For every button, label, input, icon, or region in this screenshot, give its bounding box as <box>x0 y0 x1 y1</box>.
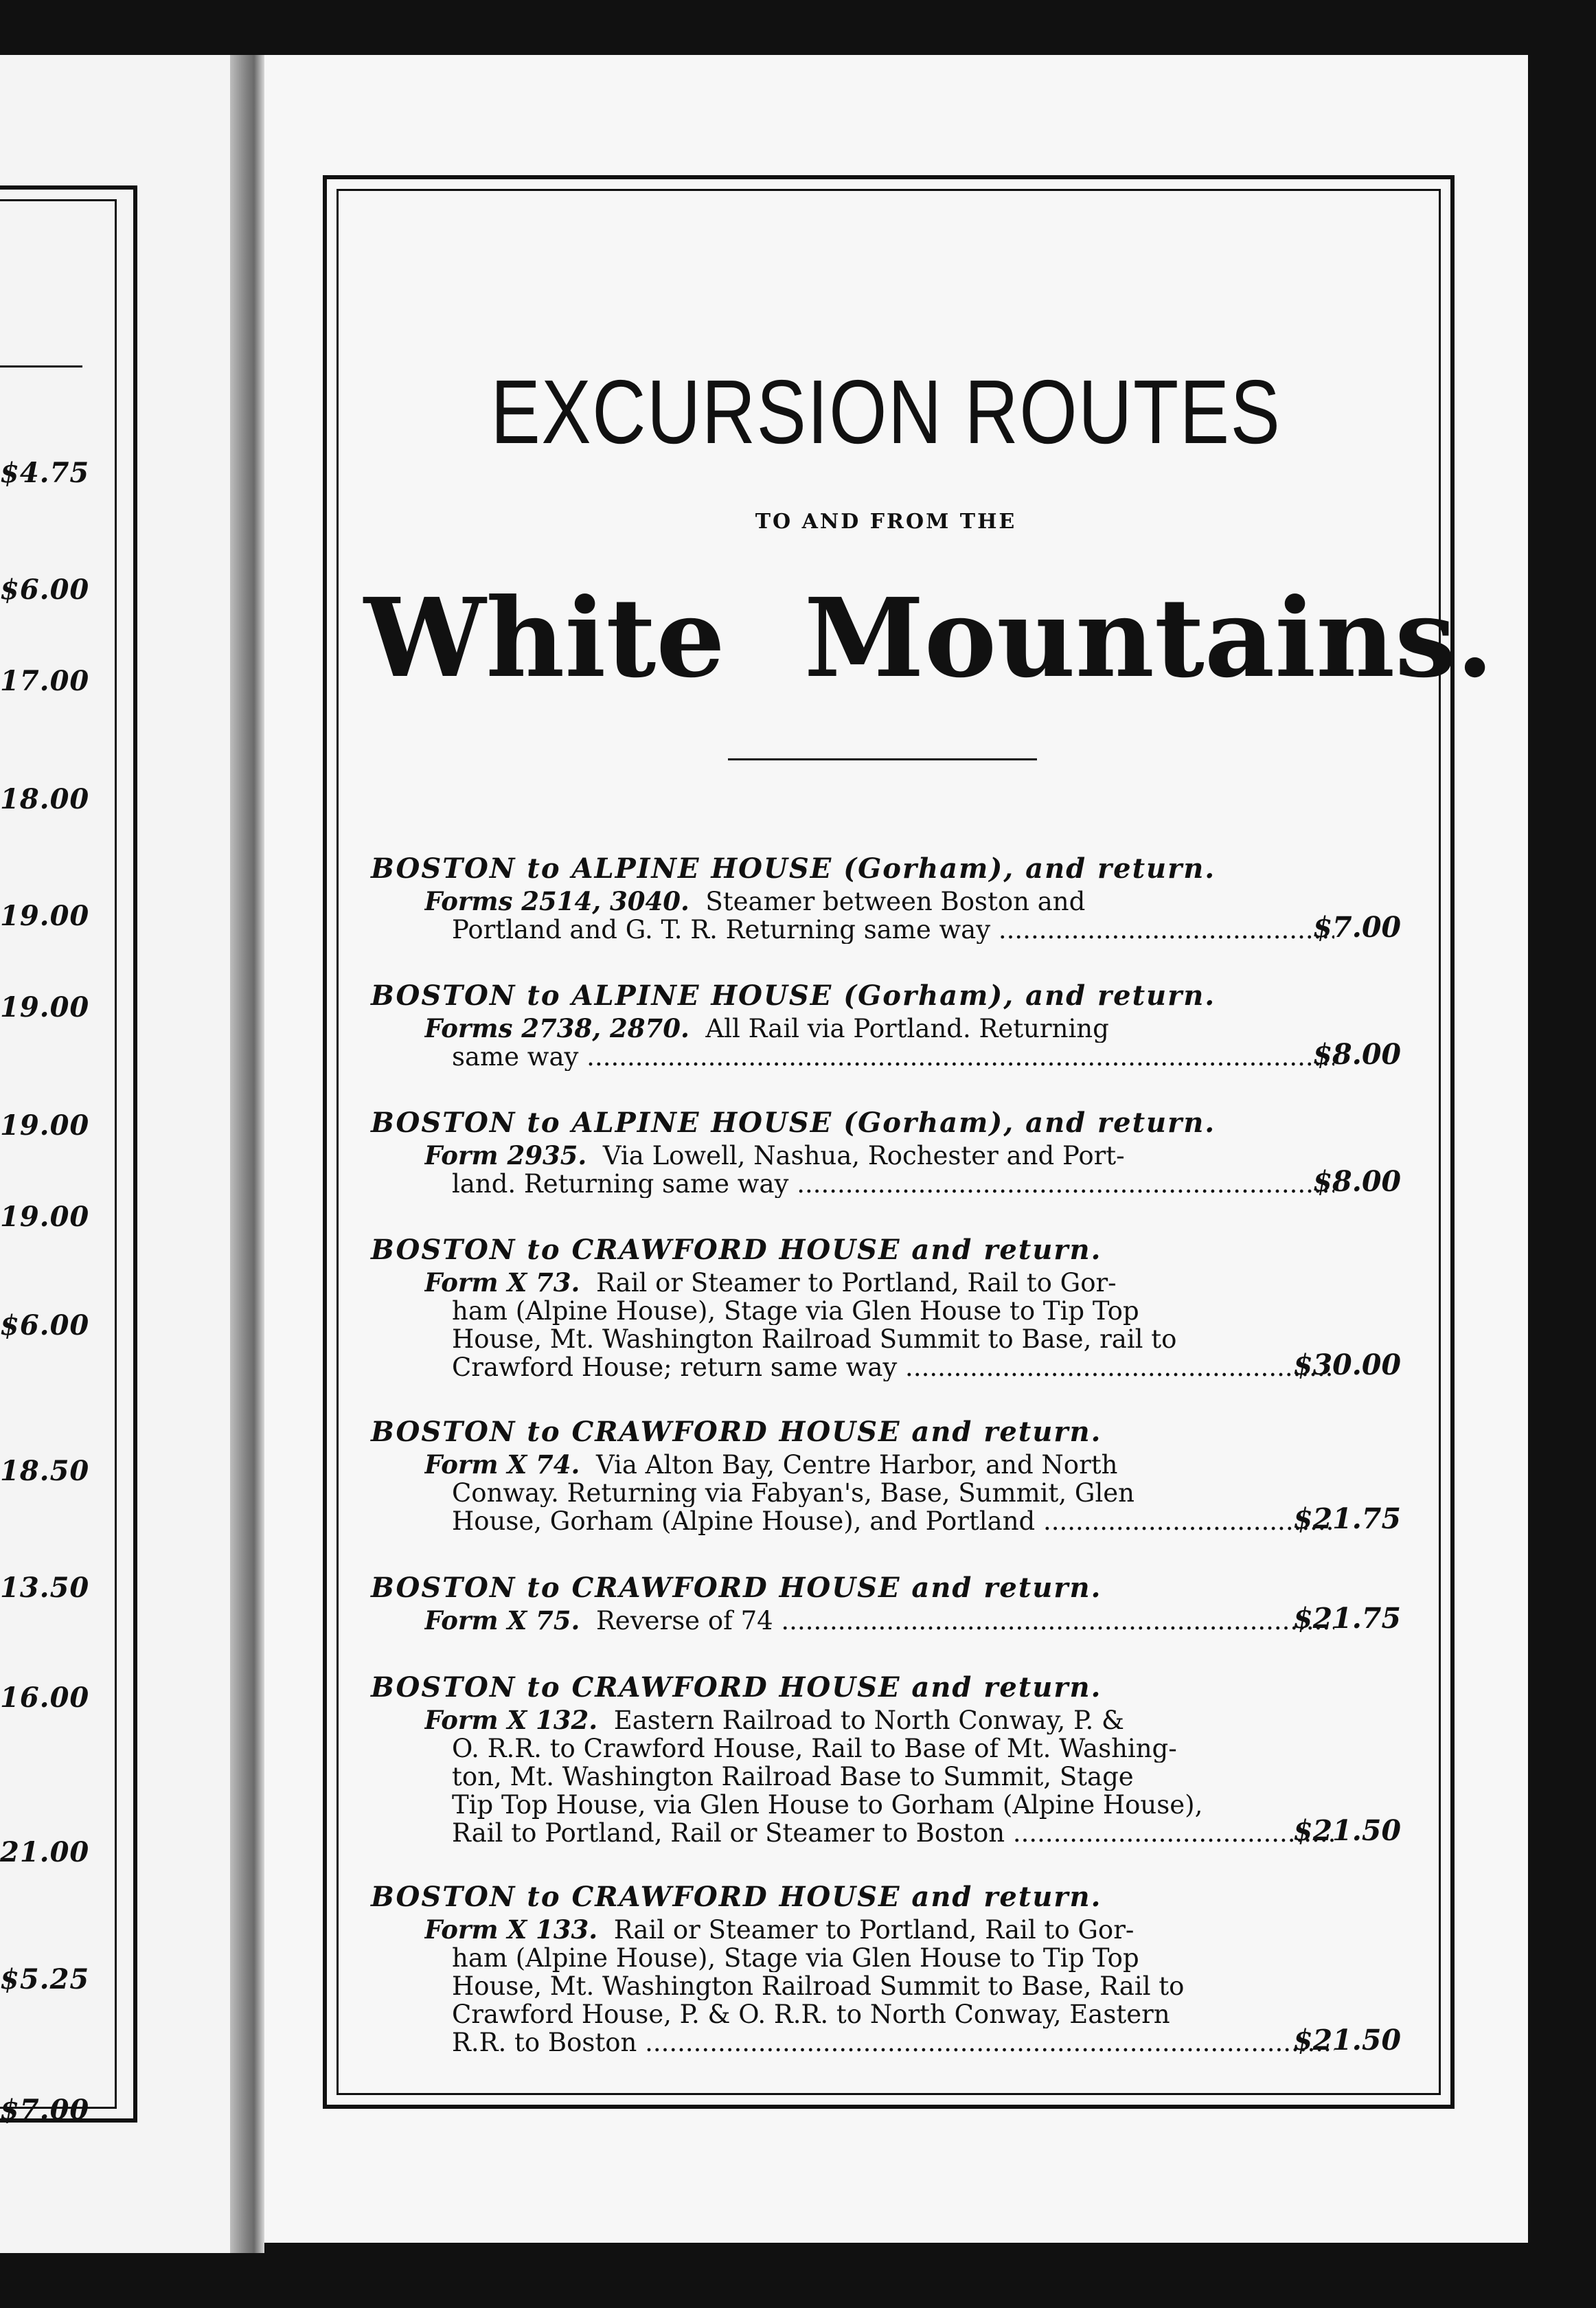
route-title: BOSTON to CRAWFORD HOUSE and return. <box>371 1671 1102 1704</box>
route-price: $7.00 <box>1312 911 1401 944</box>
route-price: $21.50 <box>1293 1814 1401 1847</box>
route-description <box>424 1451 1334 1535</box>
book-gutter <box>230 55 264 2253</box>
route-title: BOSTON to ALPINE HOUSE (Gorham), and return. <box>371 980 1216 1012</box>
route-line: O. R.R. to Crawford House, Rail to Base of Mt. Washing- <box>452 1734 1177 1763</box>
left-price: 19.00 <box>0 1109 90 1142</box>
route-price: $21.75 <box>1293 1502 1401 1535</box>
page-title: EXCURSION ROUTES <box>490 361 1281 462</box>
left-price: 21.00 <box>0 1836 90 1868</box>
route-line: Rail to Portland, Rail or Steamer to Boston ..... <box>452 1819 1334 1847</box>
left-price: 18.50 <box>0 1455 90 1487</box>
route-description <box>424 1706 1334 1847</box>
route-entry <box>371 977 1401 1071</box>
left-price: 16.00 <box>0 1682 90 1714</box>
route-title: BOSTON to ALPINE HOUSE (Gorham), and return. <box>371 852 1216 885</box>
page-subtitle: TO AND FROM THE <box>755 510 1017 534</box>
left-page-rule <box>0 365 82 367</box>
route-line: land. Returning same way ..... <box>452 1170 1334 1198</box>
route-line: Crawford House, P. & O. R.R. to North Conway, Eastern <box>452 2000 1170 2028</box>
route-form: Form X 73. <box>424 1269 580 1297</box>
left-price: $5.25 <box>0 1963 90 1995</box>
route-description <box>424 1142 1334 1198</box>
route-entry <box>371 1570 1401 1635</box>
route-description <box>424 1607 1334 1635</box>
route-line: Steamer between Boston and <box>705 887 1086 916</box>
route-price: $21.75 <box>1293 1602 1401 1635</box>
route-line: Eastern Railroad to North Conway, P. & <box>613 1706 1124 1734</box>
left-price: $6.00 <box>0 574 90 606</box>
left-price: 13.50 <box>0 1572 90 1604</box>
route-line: ham (Alpine House), Stage via Glen House to Tip Top <box>452 1297 1139 1325</box>
route-price: $8.00 <box>1312 1038 1401 1071</box>
left-price: $7.00 <box>0 2094 90 2126</box>
route-description <box>424 1269 1334 1381</box>
route-entry <box>371 1879 1401 2057</box>
left-price: $6.00 <box>0 1309 90 1342</box>
route-form: Form X 75. <box>424 1607 580 1635</box>
route-line: Rail or Steamer to Portland, Rail to Gor- <box>613 1916 1135 1944</box>
route-line: Rail or Steamer to Portland, Rail to Gor- <box>595 1269 1117 1297</box>
route-entry <box>371 1232 1401 1381</box>
left-price: 19.00 <box>0 991 90 1023</box>
route-line: House, Mt. Washington Railroad Summit to Base, rail to <box>452 1325 1177 1353</box>
route-price: $21.50 <box>1293 2024 1401 2057</box>
route-title: BOSTON to CRAWFORD HOUSE and return. <box>371 1881 1102 1913</box>
route-entry <box>371 1105 1401 1198</box>
route-form: Forms 2738, 2870. <box>424 1015 689 1043</box>
route-form: Form X 133. <box>424 1916 598 1944</box>
left-page <box>0 55 237 2253</box>
left-price: 19.00 <box>0 1201 90 1233</box>
route-price: $8.00 <box>1312 1165 1401 1198</box>
page-heading: White Mountains. <box>364 575 1494 702</box>
route-entry <box>371 1669 1401 1847</box>
left-price: 17.00 <box>0 665 90 697</box>
route-price: $30.00 <box>1293 1348 1401 1381</box>
route-line: Tip Top House, via Glen House to Gorham (Alpine House), <box>452 1791 1203 1819</box>
route-description <box>424 1015 1334 1071</box>
route-line: Portland and G. T. R. Returning same way ..... <box>452 916 1334 944</box>
route-form: Form X 132. <box>424 1706 598 1734</box>
route-line: House, Gorham (Alpine House), and Portland ..... <box>452 1507 1334 1535</box>
route-title: BOSTON to CRAWFORD HOUSE and return. <box>371 1572 1102 1604</box>
left-price: 18.00 <box>0 783 90 815</box>
route-title: BOSTON to CRAWFORD HOUSE and return. <box>371 1234 1102 1266</box>
route-form: Form 2935. <box>424 1142 587 1170</box>
route-description <box>424 887 1334 944</box>
route-form: Form X 74. <box>424 1451 580 1479</box>
route-line: Crawford House; return same way ..... <box>452 1353 1334 1381</box>
route-line: Conway. Returning via Fabyan's, Base, Summit, Glen <box>452 1479 1135 1507</box>
route-entry <box>371 1414 1401 1535</box>
route-form: Forms 2514, 3040. <box>424 887 689 916</box>
route-line: Via Lowell, Nashua, Rochester and Port- <box>602 1142 1125 1170</box>
route-entry <box>371 850 1401 944</box>
route-line: All Rail via Portland. Returning <box>705 1015 1109 1043</box>
route-line: same way ..... <box>452 1043 1334 1071</box>
divider-rule <box>728 758 1037 760</box>
route-line: R.R. to Boston ..... <box>452 2028 1334 2057</box>
route-line: House, Mt. Washington Railroad Summit to Base, Rail to <box>452 1972 1185 2000</box>
route-title: BOSTON to ALPINE HOUSE (Gorham), and return. <box>371 1107 1216 1139</box>
route-title: BOSTON to CRAWFORD HOUSE and return. <box>371 1416 1102 1448</box>
route-description <box>424 1916 1334 2057</box>
left-price: 19.00 <box>0 900 90 932</box>
route-line: ham (Alpine House), Stage via Glen House to Tip Top <box>452 1944 1139 1972</box>
route-line: ton, Mt. Washington Railroad Base to Summit, Stage <box>452 1763 1134 1791</box>
route-line: Reverse of 74 ..... <box>596 1607 1334 1635</box>
left-price: $4.75 <box>0 457 90 489</box>
route-line: Via Alton Bay, Centre Harbor, and North <box>595 1451 1118 1479</box>
